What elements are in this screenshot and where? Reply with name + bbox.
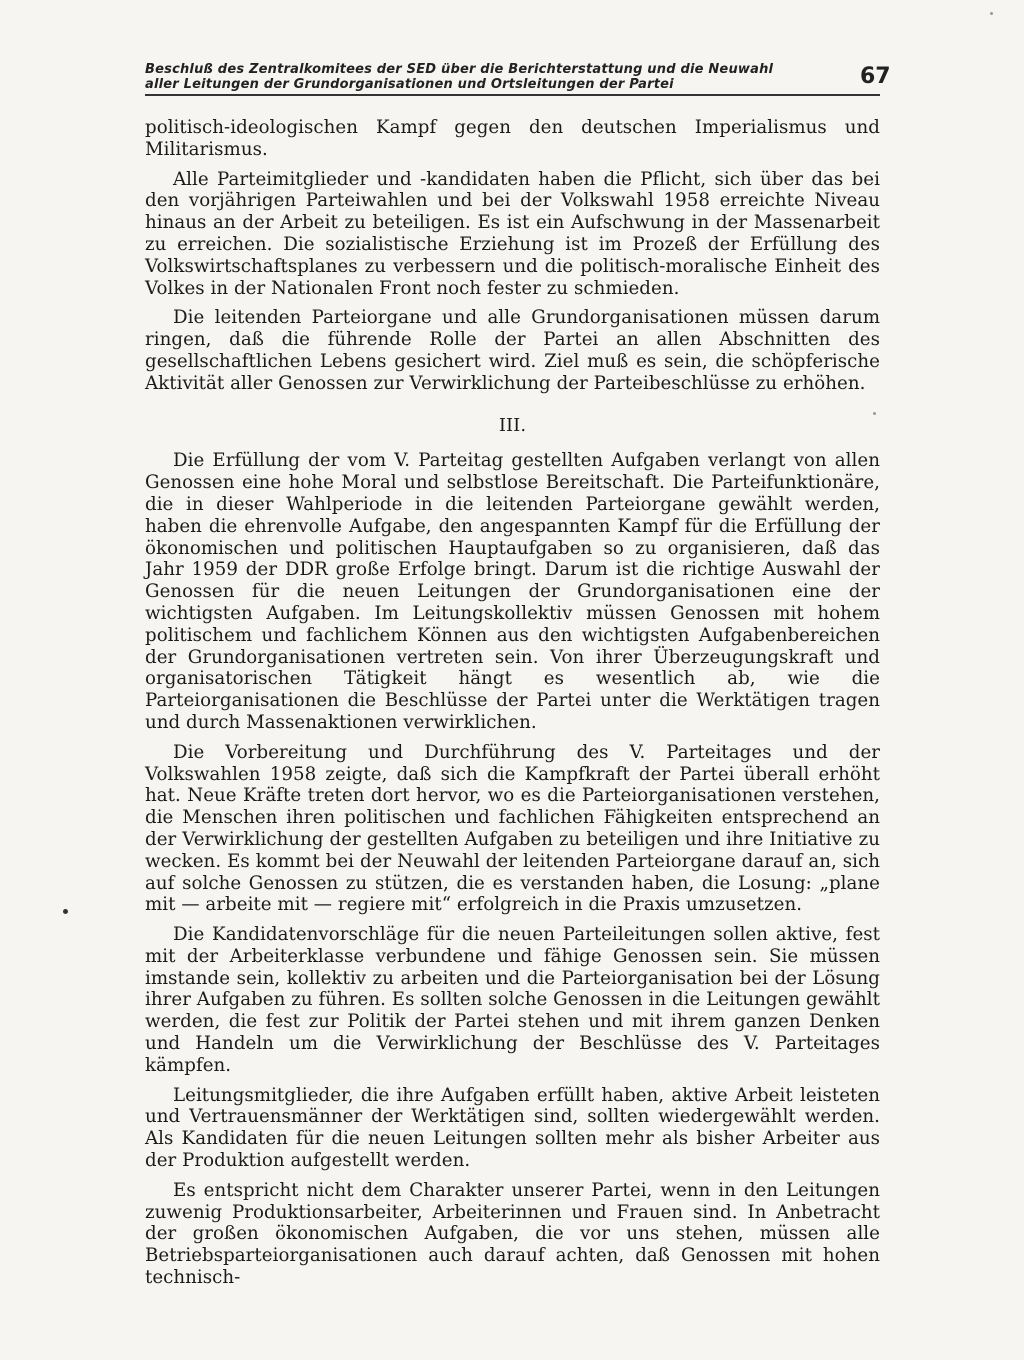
margin-dot [63, 909, 68, 914]
paragraph: politisch-ideologischen Kampf gegen den deutschen Imperialismus und Militarismus. [145, 117, 880, 160]
paragraph: Alle Parteimitglieder und -kandidaten haben die Pflicht, sich über das bei den vorjährigen Parteiwahlen und bei der Volkswahl 1958 erreichte Niveau hinaus an der Arbeit zu beteiligen. Es ist ein Aufschwung in der Massenarbeit zu erreichen. Die sozialistische Erziehung ist im Prozeß der Erfüllung des Volkswirtschaftsplanes zu verbessern und die politisch-moralische Einheit des Volkes in der Nationalen Front noch fester zu schmieden. [145, 168, 880, 299]
running-header [145, 62, 825, 92]
paragraph: Leitungsmitglieder, die ihre Aufgaben erfüllt haben, aktive Arbeit leisteten und Vertrauensmänner der Werktätigen sind, sollten wiedergewählt werden. Als Kandidaten für die neuen Leitungen sollten mehr als bisher Arbeiter aus der Produktion aufgestellt werden. [145, 1084, 880, 1172]
scan-speck [990, 12, 993, 15]
header-divider [145, 94, 880, 96]
paragraph: Die Kandidatenvorschläge für die neuen Parteileitungen sollen aktive, fest mit der Arbeiterklasse verbundene und fähige Genossen sein. Sie müssen imstande sein, kollektiv zu arbeiten und die Parteiorganisation bei der Lösung ihrer Aufgaben zu führen. Es sollten solche Genossen in die Leitungen gewählt werden, die fest zur Politik der Partei stehen und mit ihrem ganzen Denken und Handeln um die Verwirklichung der Beschlüsse des V. Parteitages kämpfen. [145, 924, 880, 1076]
running-header-line-1: Beschluß des Zentralkomitees der SED über die Berichterstattung und die Neuwahl [145, 62, 774, 77]
paragraph: Die Erfüllung der vom V. Parteitag gestellten Aufgaben verlangt von allen Genossen eine hohe Moral und selbstlose Bereitschaft. Die Parteifunktionäre, die in dieser Wahlperiode in die leitenden Parteiorgane gewählt werden, haben die ehrenvolle Aufgabe, den angespannten Kampf für die Erfüllung der ökonomischen und politischen Hauptaufgaben so zu organisieren, daß das Jahr 1959 der DDR große Erfolge bringt. Darum ist die richtige Auswahl der Genossen für die neuen Leitungen der Grundorganisationen eine der wichtigsten Aufgaben. Im Leitungskollektiv müssen Genossen mit hohem politischem und fachlichem Können aus den wichtigsten Aufgabenbereichen der Grundorganisationen vertreten sein. Von ihrer Überzeugungskraft und organisatorischen Tätigkeit hängt es wesentlich ab, wie die Parteiorganisationen die Beschlüsse der Partei unter die Werktätigen tragen und durch Massenaktionen verwirklichen. [145, 450, 880, 733]
paragraph: Die Vorbereitung und Durchführung des V. Parteitages und der Volkswahlen 1958 zeigte, daß sich die Kampfkraft der Partei überall erhöht hat. Neue Kräfte treten dort hervor, wo es die Parteiorganisationen verstehen, die Menschen ihren politischen und fachlichen Fähigkeiten entsprechend an der Verwirklichung der gestellten Aufgaben zu beteiligen und ihre Initiative zu wecken. Es kommt bei der Neuwahl der leitenden Parteiorgane darauf an, sich auf solche Genossen zu stützen, die es verstanden haben, die Losung: „plane mit — arbeite mit — regiere mit“ erfolgreich in die Praxis umzusetzen. [145, 741, 880, 916]
paragraph: Es entspricht nicht dem Charakter unserer Partei, wenn in den Leitungen zuwenig Produktionsarbeiter, Arbeiterinnen und Frauen sind. In Anbetracht der großen ökonomischen Aufgaben, die vor uns stehen, müssen alle Betriebsparteiorganisationen auch darauf achten, daß Genossen mit hohen technisch- [145, 1179, 880, 1289]
scan-speck [873, 412, 876, 415]
page-number: 67 [860, 64, 891, 89]
body-text [145, 117, 880, 1297]
paragraph: Die leitenden Parteiorgane und alle Grundorganisationen müssen darum ringen, daß die führende Rolle der Partei an allen Abschnitten des gesellschaftlichen Lebens gesichert wird. Ziel muß es sein, die schöpferische Aktivität aller Genossen zur Verwirklichung der Parteibeschlüsse zu erhöhen. [145, 307, 880, 394]
running-header-line-2: aller Leitungen der Grundorganisationen und Ortsleitungen der Partei [145, 77, 674, 92]
section-heading: III. [498, 414, 527, 436]
